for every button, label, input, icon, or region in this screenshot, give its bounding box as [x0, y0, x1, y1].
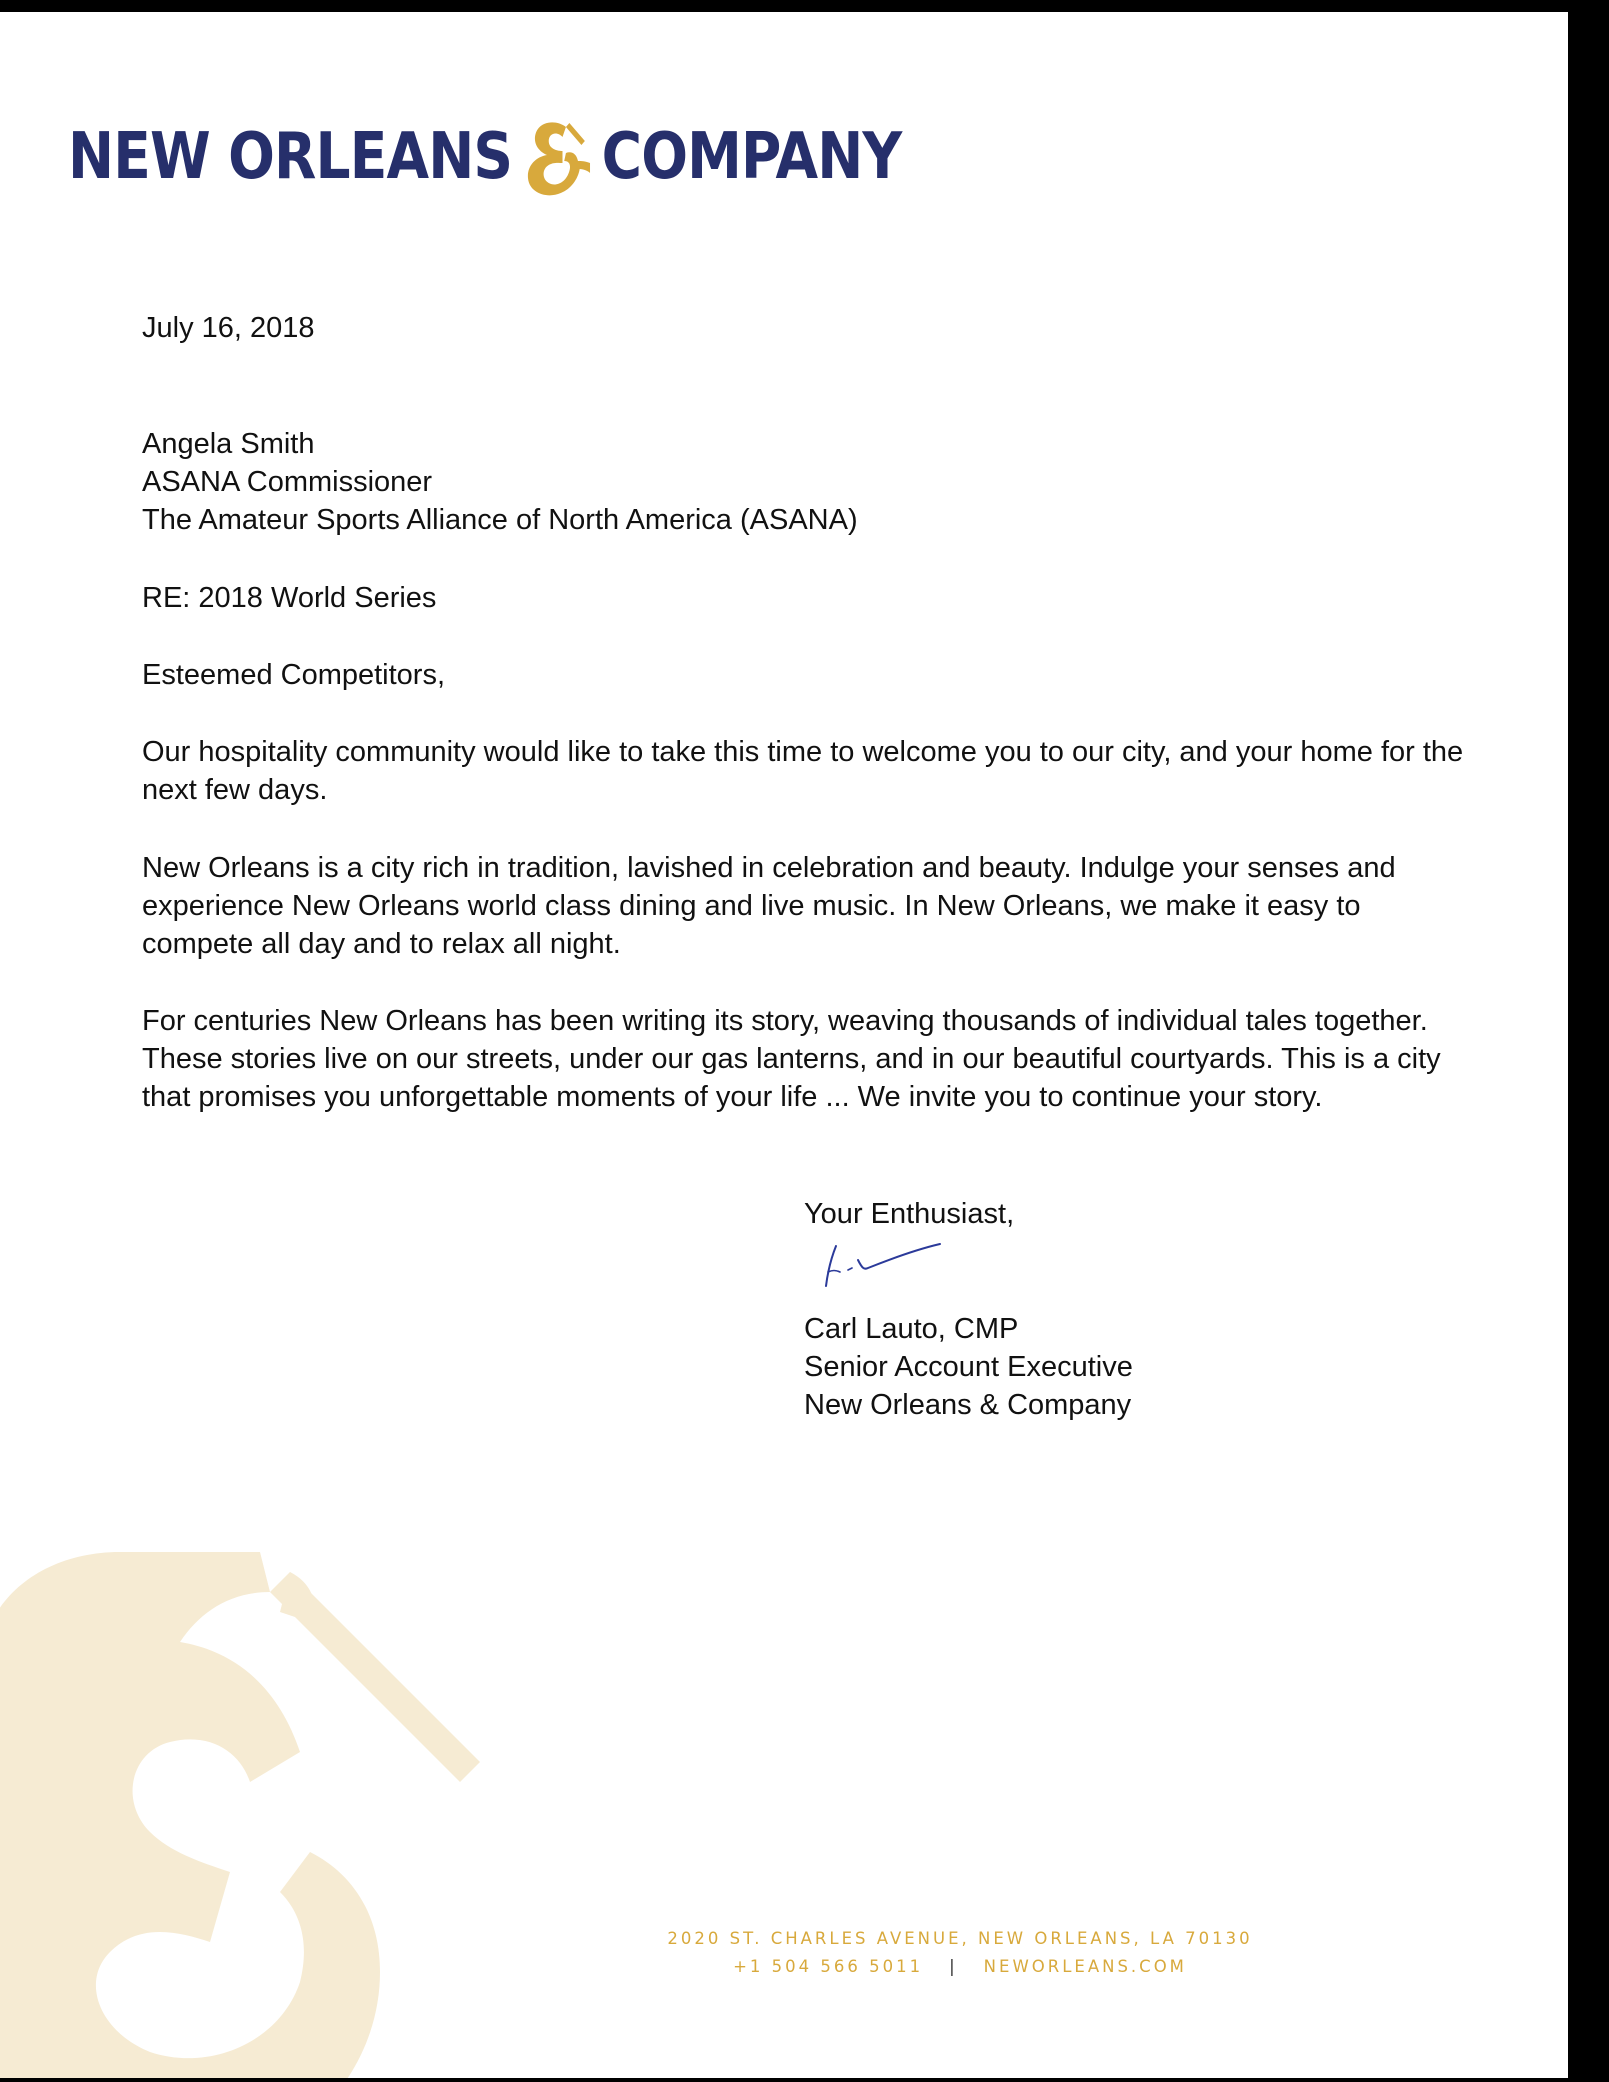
ampersand-watermark-icon — [0, 1552, 500, 2078]
ampersand-logo-icon — [521, 117, 595, 197]
body-paragraph: For centuries New Orleans has been writing its story, weaving thousands of individual tales together. These stories live on our streets, under our gas lanterns, and in our beautiful courtyards. This is a city that promises you unforgettable moments of your life ... We invite you to continue your story. — [142, 1005, 1441, 1113]
recipient-organization: The Amateur Sports Alliance of North America (ASANA) — [142, 504, 858, 536]
logo-text-left: NEW ORLEANS — [68, 120, 513, 194]
salutation: Esteemed Competitors, — [142, 659, 446, 691]
signer-block — [804, 1310, 1133, 1424]
letter-page — [0, 12, 1568, 2078]
footer-contact — [560, 1925, 1360, 1981]
footer-address: 2020 ST. CHARLES AVENUE, NEW ORLEANS, LA 70130 — [667, 1929, 1253, 1948]
logo-text-right: COMPANY — [601, 120, 902, 194]
subject-line: RE: 2018 World Series — [142, 582, 437, 614]
letter-date: July 16, 2018 — [142, 312, 315, 344]
footer-website-link[interactable]: NEWORLEANS.COM — [983, 1957, 1187, 1976]
company-logo — [68, 117, 901, 197]
body-paragraph: New Orleans is a city rich in tradition, lavished in celebration and beauty. Indulge your senses and experience New Orleans world class dining and live music. In New Orleans, we make it easy to compete all day and to relax all night. — [142, 852, 1396, 960]
handwritten-signature — [818, 1234, 948, 1294]
signer-company: New Orleans & Company — [804, 1389, 1132, 1421]
footer-phone: +1 504 566 5011 — [733, 1957, 924, 1976]
footer-contact-line — [560, 1953, 1360, 1981]
signer-title: Senior Account Executive — [804, 1351, 1133, 1383]
body-paragraph: Our hospitality community would like to take this time to welcome you to our city, and your home for the next few days. — [142, 736, 1464, 806]
signer-name: Carl Lauto, CMP — [804, 1313, 1019, 1345]
recipient-block — [142, 425, 1472, 539]
closing: Your Enthusiast, — [804, 1198, 1015, 1230]
footer-separator: | — [949, 1957, 958, 1976]
recipient-title: ASANA Commissioner — [142, 466, 433, 498]
recipient-name: Angela Smith — [142, 428, 315, 460]
